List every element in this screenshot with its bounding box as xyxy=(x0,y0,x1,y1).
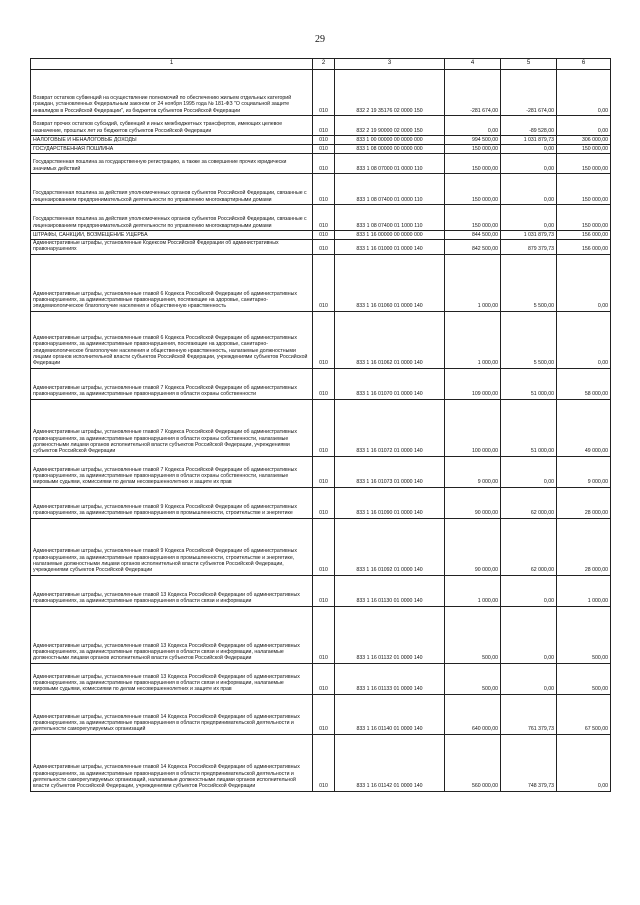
row-description-text: Административные штрафы, установленные главой 13 Кодекса Российской Федерации об административных правонарушениях, за административные правонарушения в области связи и информации, налагаемые должностными лицами органов исполнительной власти субъектов Российской Федерации xyxy=(33,642,300,662)
row-description-text: ШТРАФЫ, САНКЦИИ, ВОЗМЕЩЕНИЕ УЩЕРБА xyxy=(33,231,148,238)
table-row xyxy=(31,136,611,145)
row-remaining-amount: 0,00 xyxy=(557,254,611,311)
row-code: 010 xyxy=(313,311,335,368)
table-row xyxy=(31,154,611,174)
row-actual-amount: 62 000,00 xyxy=(501,518,557,575)
row-description-text: ГОСУДАРСТВЕННАЯ ПОШЛИНА xyxy=(33,145,114,152)
row-budget-code: 833 1 16 01140 01 0000 140 xyxy=(335,694,445,734)
row-code: 010 xyxy=(313,663,335,694)
row-plan-amount: 1 000,00 xyxy=(445,311,501,368)
row-actual-amount: 748 379,73 xyxy=(501,734,557,791)
row-plan-amount: 90 000,00 xyxy=(445,518,501,575)
row-budget-code: 833 1 08 00000 00 0000 000 xyxy=(335,145,445,154)
row-description xyxy=(31,254,313,311)
row-actual-amount: 0,00 xyxy=(501,154,557,174)
row-description xyxy=(31,694,313,734)
row-plan-amount: 150 000,00 xyxy=(445,205,501,231)
column-header: 3 xyxy=(335,59,445,70)
table-row xyxy=(31,116,611,136)
row-actual-amount: 0,00 xyxy=(501,663,557,694)
row-description xyxy=(31,575,313,606)
row-code: 010 xyxy=(313,487,335,518)
row-actual-amount: 51 000,00 xyxy=(501,399,557,456)
row-code: 010 xyxy=(313,240,335,255)
row-description xyxy=(31,311,313,368)
row-description xyxy=(31,70,313,116)
row-plan-amount: 90 000,00 xyxy=(445,487,501,518)
row-remaining-amount: 0,00 xyxy=(557,311,611,368)
row-description-text: Административные штрафы, установленные главой 13 Кодекса Российской Федерации об административных правонарушениях, за административные правонарушения в области связи и информации xyxy=(33,592,300,605)
row-description xyxy=(31,368,313,399)
column-header: 5 xyxy=(501,59,557,70)
row-budget-code: 833 1 16 01133 01 0000 140 xyxy=(335,663,445,694)
table-row xyxy=(31,240,611,255)
table-row xyxy=(31,606,611,663)
row-plan-amount: 150 000,00 xyxy=(445,174,501,205)
row-budget-code: 833 1 16 01142 01 0000 140 xyxy=(335,734,445,791)
row-remaining-amount: 500,00 xyxy=(557,606,611,663)
row-remaining-amount: 306 000,00 xyxy=(557,136,611,145)
row-plan-amount: 100 000,00 xyxy=(445,399,501,456)
row-description-text: Государственная пошлина за государственную регистрацию, а также за совершение прочих юридически значимых действий xyxy=(33,159,287,172)
row-budget-code: 833 1 16 01060 01 0000 140 xyxy=(335,254,445,311)
row-remaining-amount: 0,00 xyxy=(557,116,611,136)
row-budget-code: 833 1 16 01000 01 0000 140 xyxy=(335,240,445,255)
table-body xyxy=(31,59,611,792)
column-header: 6 xyxy=(557,59,611,70)
row-remaining-amount: 49 000,00 xyxy=(557,399,611,456)
table-row xyxy=(31,399,611,456)
row-code: 010 xyxy=(313,368,335,399)
row-plan-amount: 500,00 xyxy=(445,606,501,663)
row-description xyxy=(31,518,313,575)
row-plan-amount: 1 000,00 xyxy=(445,254,501,311)
row-description xyxy=(31,231,313,240)
row-description-text: Административные штрафы, установленные главой 9 Кодекса Российской Федерации об административных правонарушениях, за административные правонарушения в промышленности, строительстве и энергетике, налагаемые должностными лицами органов исполнительной власти субъектов Российской Федерации, учреждениями субъектов Российской Федерации xyxy=(33,548,297,574)
table-row xyxy=(31,734,611,791)
row-actual-amount: 0,00 xyxy=(501,145,557,154)
table-row xyxy=(31,231,611,240)
row-plan-amount: 150 000,00 xyxy=(445,145,501,154)
row-code: 010 xyxy=(313,136,335,145)
row-description xyxy=(31,487,313,518)
row-budget-code: 833 1 16 01092 01 0000 140 xyxy=(335,518,445,575)
row-remaining-amount: 500,00 xyxy=(557,663,611,694)
table-row xyxy=(31,368,611,399)
row-budget-code: 833 1 08 07400 01 0000 110 xyxy=(335,174,445,205)
row-plan-amount: -281 674,00 xyxy=(445,70,501,116)
row-code: 010 xyxy=(313,254,335,311)
column-header: 1 xyxy=(31,59,313,70)
row-code: 010 xyxy=(313,575,335,606)
row-remaining-amount: 67 500,00 xyxy=(557,694,611,734)
row-code: 010 xyxy=(313,154,335,174)
row-actual-amount: 0,00 xyxy=(501,575,557,606)
row-budget-code: 833 1 16 01070 01 0000 140 xyxy=(335,368,445,399)
row-actual-amount: 0,00 xyxy=(501,456,557,487)
row-actual-amount: -89 528,00 xyxy=(501,116,557,136)
row-code: 010 xyxy=(313,518,335,575)
row-code: 010 xyxy=(313,734,335,791)
row-budget-code: 833 1 16 01073 01 0000 140 xyxy=(335,456,445,487)
row-actual-amount: 1 031 879,73 xyxy=(501,231,557,240)
row-code: 010 xyxy=(313,606,335,663)
row-description-text: Административные штрафы, установленные главой 7 Кодекса Российской Федерации об административных правонарушениях, за административные правонарушения в области охраны собственности, налагаемые мировыми судьями, комиссиями по делам несовершеннолетних и защите их прав xyxy=(33,466,297,486)
row-plan-amount: 1 000,00 xyxy=(445,575,501,606)
row-code: 010 xyxy=(313,205,335,231)
row-description-text: Государственная пошлина за действия уполномоченных органов субъектов Российской Федерации, связанные с лицензированием предпринимательской деятельности по управлению многоквартирными домами xyxy=(33,216,307,229)
row-budget-code: 833 1 16 01062 01 0000 140 xyxy=(335,311,445,368)
row-description xyxy=(31,456,313,487)
row-description-text: Административные штрафы, установленные главой 6 Кодекса Российской Федерации об административных правонарушениях, за административные правонарушения, посягающие на здоровье, санитарно-эпидемиологическое благополучие населения и общественную нравственность, налагаемые должностными лицами органов исполнительной власти субъектов Российской Федерации, учреждениями субъектов Российской Федерации xyxy=(33,334,308,367)
row-description-text: Административные штрафы, установленные главой 6 Кодекса Российской Федерации об административных правонарушениях, за административные правонарушения, посягающие на здоровье, санитарно-эпидемиологическое благополучие населения и общественную нравственность xyxy=(33,290,297,310)
row-plan-amount: 994 500,00 xyxy=(445,136,501,145)
row-actual-amount: 1 031 879,73 xyxy=(501,136,557,145)
row-actual-amount: 761 379,73 xyxy=(501,694,557,734)
table-row xyxy=(31,254,611,311)
column-header: 4 xyxy=(445,59,501,70)
row-description-text: Административные штрафы, установленные Кодексом Российской Федерации об административных правонарушениях xyxy=(33,240,279,253)
row-code: 010 xyxy=(313,174,335,205)
row-description xyxy=(31,174,313,205)
row-remaining-amount: 58 000,00 xyxy=(557,368,611,399)
row-actual-amount: 51 000,00 xyxy=(501,368,557,399)
row-budget-code: 833 1 08 07000 01 0000 110 xyxy=(335,154,445,174)
row-description xyxy=(31,205,313,231)
row-budget-code: 833 1 16 01130 01 0000 140 xyxy=(335,575,445,606)
row-remaining-amount: 0,00 xyxy=(557,734,611,791)
row-budget-code: 833 1 16 00000 00 0000 000 xyxy=(335,231,445,240)
table-row xyxy=(31,575,611,606)
row-actual-amount: 62 000,00 xyxy=(501,487,557,518)
row-code: 010 xyxy=(313,694,335,734)
row-description xyxy=(31,145,313,154)
row-remaining-amount: 28 000,00 xyxy=(557,487,611,518)
row-description-text: Возврат прочих остатков субсидий, субвенций и иных межбюджетных трансфертов, имеющих целевое назначение, прошлых лет из бюджетов субъектов Российской Федерации xyxy=(33,121,283,134)
row-actual-amount: 0,00 xyxy=(501,174,557,205)
row-plan-amount: 640 000,00 xyxy=(445,694,501,734)
row-budget-code: 833 1 16 01090 01 0000 140 xyxy=(335,487,445,518)
row-budget-code: 833 1 00 00000 00 0000 000 xyxy=(335,136,445,145)
row-remaining-amount: 9 000,00 xyxy=(557,456,611,487)
row-actual-amount: 879 379,73 xyxy=(501,240,557,255)
table-row xyxy=(31,311,611,368)
row-description xyxy=(31,399,313,456)
table-row xyxy=(31,456,611,487)
row-plan-amount: 150 000,00 xyxy=(445,154,501,174)
row-actual-amount: -281 674,00 xyxy=(501,70,557,116)
column-number-header-row xyxy=(31,59,611,70)
table-row xyxy=(31,205,611,231)
page-number: 29 xyxy=(315,34,325,45)
row-remaining-amount: 150 000,00 xyxy=(557,145,611,154)
row-description-text: Административные штрафы, установленные главой 14 Кодекса Российской Федерации об административных правонарушениях, за административные правонарушения в области предпринимательской деятельности и деятельности саморегулируемых организаций, налагаемые должностными лицами органов исполнительной власти субъектов Российской Федерации, учреждениями субъектов Российской Федерации xyxy=(33,764,300,790)
row-budget-code: 832 2 19 90000 02 0000 150 xyxy=(335,116,445,136)
row-code: 010 xyxy=(313,231,335,240)
row-description-text: Возврат остатков субвенций на осуществление полномочий по обеспечению жильем отдельных категорий граждан, установленных Федеральным законом от 24 ноября 1995 года № 181-ФЗ "О социальной защите инвалидов в Российской Федерации", из бюджетов субъектов Российской Федерации xyxy=(33,94,292,114)
row-budget-code: 832 2 19 35176 02 0000 150 xyxy=(335,70,445,116)
row-code: 010 xyxy=(313,116,335,136)
row-code: 010 xyxy=(313,70,335,116)
table-row xyxy=(31,694,611,734)
row-description-text: НАЛОГОВЫЕ И НЕНАЛОГОВЫЕ ДОХОДЫ xyxy=(33,136,137,143)
row-remaining-amount: 0,00 xyxy=(557,70,611,116)
row-remaining-amount: 150 000,00 xyxy=(557,205,611,231)
row-remaining-amount: 150 000,00 xyxy=(557,154,611,174)
row-remaining-amount: 150 000,00 xyxy=(557,174,611,205)
row-plan-amount: 0,00 xyxy=(445,116,501,136)
table-row xyxy=(31,70,611,116)
row-plan-amount: 844 500,00 xyxy=(445,231,501,240)
row-description xyxy=(31,240,313,255)
row-actual-amount: 5 500,00 xyxy=(501,254,557,311)
budget-income-table xyxy=(30,58,611,792)
row-description-text: Административные штрафы, установленные главой 7 Кодекса Российской Федерации об административных правонарушениях, за административные правонарушения в области охраны собственности xyxy=(33,385,297,398)
row-budget-code: 833 1 08 07400 01 1000 110 xyxy=(335,205,445,231)
row-description-text: Административные штрафы, установленные главой 9 Кодекса Российской Федерации об административных правонарушениях, за административные правонарушения в промышленности, строительстве и энергетике xyxy=(33,504,297,517)
row-remaining-amount: 156 000,00 xyxy=(557,240,611,255)
row-actual-amount: 0,00 xyxy=(501,606,557,663)
row-code: 010 xyxy=(313,145,335,154)
row-code: 010 xyxy=(313,399,335,456)
row-remaining-amount: 1 000,00 xyxy=(557,575,611,606)
column-header: 2 xyxy=(313,59,335,70)
row-remaining-amount: 156 000,00 xyxy=(557,231,611,240)
table-row xyxy=(31,174,611,205)
row-description xyxy=(31,734,313,791)
row-description xyxy=(31,136,313,145)
row-description-text: Административные штрафы, установленные главой 13 Кодекса Российской Федерации об административных правонарушениях, за административные правонарушения в области связи и информации, налагаемые мировыми судьями, комиссиями по делам несовершеннолетних и защите их прав xyxy=(33,673,300,693)
row-remaining-amount: 28 000,00 xyxy=(557,518,611,575)
row-actual-amount: 0,00 xyxy=(501,205,557,231)
row-plan-amount: 9 000,00 xyxy=(445,456,501,487)
row-plan-amount: 842 500,00 xyxy=(445,240,501,255)
row-description xyxy=(31,606,313,663)
row-description xyxy=(31,663,313,694)
row-description xyxy=(31,116,313,136)
row-plan-amount: 560 000,00 xyxy=(445,734,501,791)
row-description-text: Административные штрафы, установленные главой 7 Кодекса Российской Федерации об административных правонарушениях, за административные правонарушения в области охраны собственности, налагаемые должностными лицами органов исполнительной власти субъектов Российской Федерации, учреждениями субъектов Российской Федерации xyxy=(33,429,297,455)
table-row xyxy=(31,145,611,154)
row-code: 010 xyxy=(313,456,335,487)
row-budget-code: 833 1 16 01132 01 0000 140 xyxy=(335,606,445,663)
row-description-text: Административные штрафы, установленные главой 14 Кодекса Российской Федерации об административных правонарушениях, за административные правонарушения в области предпринимательской деятельности и деятельности саморегулируемых организаций xyxy=(33,713,300,733)
row-budget-code: 833 1 16 01072 01 0000 140 xyxy=(335,399,445,456)
row-description xyxy=(31,154,313,174)
table-row xyxy=(31,663,611,694)
table-row xyxy=(31,518,611,575)
row-plan-amount: 500,00 xyxy=(445,663,501,694)
row-description-text: Государственная пошлина за действия уполномоченных органов субъектов Российской Федерации, связанные с лицензированием предпринимательской деятельности по управлению многоквартирными домами xyxy=(33,190,307,203)
table-row xyxy=(31,487,611,518)
row-actual-amount: 5 500,00 xyxy=(501,311,557,368)
row-plan-amount: 109 000,00 xyxy=(445,368,501,399)
